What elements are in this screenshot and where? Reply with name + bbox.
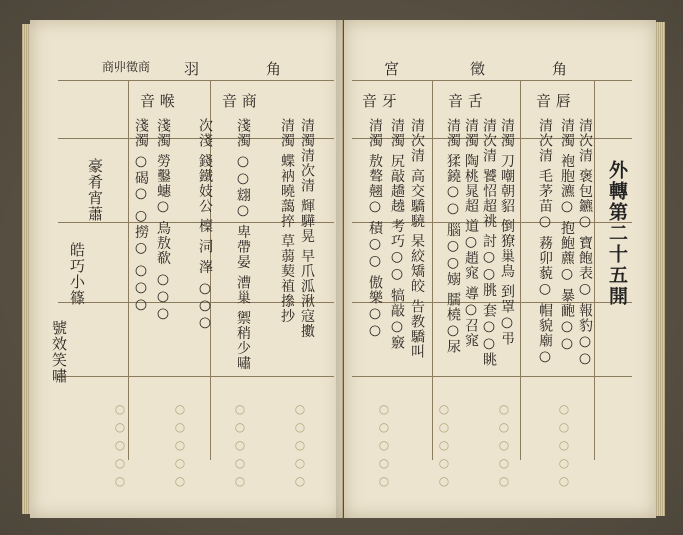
faint-circles-r4: ○○○○○ [557, 402, 571, 492]
column-r3: 清次清 毛茅苗○ 蓩卯藐○ 帽貌廟○ [537, 118, 553, 366]
rime-qu: 號效笑嘯 [50, 320, 68, 384]
column-r5: 清次清 饕怊超祧 討○○朓 套○○眺 [481, 118, 497, 368]
column-4: 次淺 錢鐵妓公 檁 泀 溄 ○○○ [197, 118, 213, 332]
header-jiao-r: 角 [552, 60, 568, 78]
column-r9: 清濁 尻敲趫趬 考巧○○ 犒敲○竅 [389, 118, 405, 351]
left-page [30, 20, 343, 518]
column-2: 清濁 蝶衲曉藹捽 草蒻葜禃撡抄 [279, 118, 295, 324]
left-page-edges [22, 24, 30, 514]
header-jiao: 角 [266, 60, 282, 78]
top-label: 商丱徵商 [102, 60, 151, 74]
column-6: 淺濁 ○碣○ ○撈○ ○○○ [133, 118, 149, 314]
col-rule-r1 [432, 80, 433, 460]
row-label-ya: 音 牙 [362, 92, 397, 110]
row-label-chun: 音 唇 [536, 92, 571, 110]
faint-circles-l1: ○○○○○ [113, 402, 127, 492]
faint-circles-r2: ○○○○○ [437, 402, 451, 492]
header-gong: 宮 [384, 60, 400, 78]
row-label-shang: 音 商 [222, 92, 257, 110]
column-r4: 清濁 刀嘲朝貂 倒獠巢鳥 到罩○弔 [499, 118, 515, 347]
column-r7: 清濁 猱鐃○○ 腦○○嫋 臑橈○尿 [445, 118, 461, 355]
header-rule-r [352, 80, 632, 81]
column-r8: 清次清 高交驕驍 杲絞矯皎 告教驕叫 [409, 118, 425, 360]
table-title: 外轉第二十五開 [606, 160, 628, 307]
faint-circles-l4: ○○○○○ [293, 402, 307, 492]
col-rule-r2 [520, 80, 521, 460]
faint-circles-r1: ○○○○○ [377, 402, 391, 492]
row-label-hou: 音 喉 [140, 92, 175, 110]
column-3: 淺濁 ○○翝○ 卑帶晏 漕巢 禦稍少嘯 [235, 118, 251, 371]
right-page [344, 20, 656, 518]
header-zhi: 徵 [470, 60, 486, 78]
right-page-edges [655, 22, 665, 516]
column-1: 清濁清次清 輝驊晃 早爪泒湫寇擻 [299, 118, 315, 339]
header-yu: 羽 [184, 60, 200, 78]
row-rule-r4 [352, 376, 632, 377]
column-r1: 清次清 褒包鑣○ 寶飽表○ 報豹○○ [577, 118, 593, 368]
faint-circles-l2: ○○○○○ [173, 402, 187, 492]
column-5: 淺濁 勞鑿蟪○ 鳥敖欷 ○○○ [155, 118, 171, 323]
row-label-she: 音 舌 [448, 92, 483, 110]
col-rule-r3 [594, 80, 595, 460]
column-r10: 清濁 敖聱翹○ 積○○ 傲樂○○ [367, 118, 383, 340]
row-rule-4 [58, 376, 334, 377]
column-r2: 清濁 袍胞瀌○ 抱鮑藨○ 暴靤○○ [559, 118, 575, 353]
faint-circles-l3: ○○○○○ [233, 402, 247, 492]
header-rule [58, 80, 334, 81]
faint-circles-r3: ○○○○○ [497, 402, 511, 492]
rime-shang: 皓巧小篠 [68, 242, 86, 306]
column-r6: 清濁 陶桃晁超 道○趙窕 導○召窕 [463, 118, 479, 349]
rime-ping: 豪肴宵蕭 [86, 158, 104, 222]
